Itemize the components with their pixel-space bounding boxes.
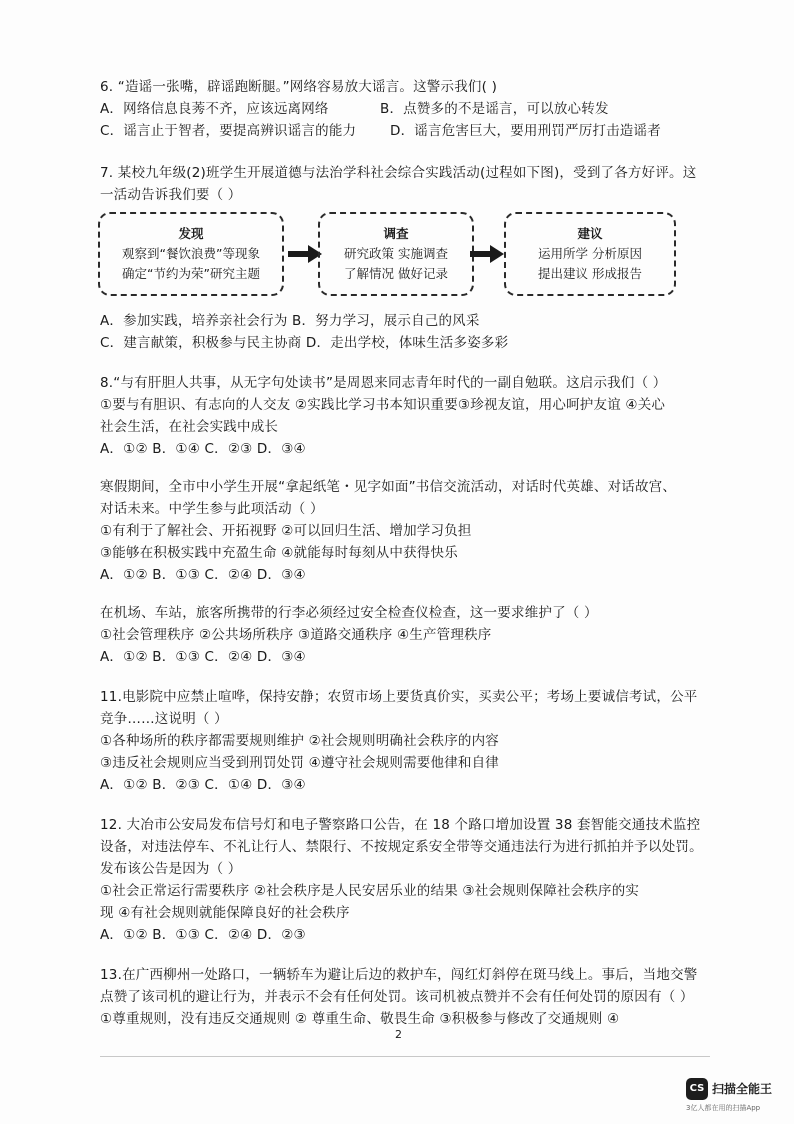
q11-stem-line1: 11.电影院中应禁止喧哗，保持安静；农贸市场上要货真价实，买卖公平；考场上要诚信考试，公平 — [100, 689, 698, 705]
q11-stem-line2: 竞争……这说明（ ） — [100, 711, 228, 727]
q8-options: A．①② B．①④ C．②③ D．③④ — [100, 441, 306, 457]
q8-stem: 8.“与有肝胆人共事，从无字句处读书”是周恩来同志青年时代的一副自勉联。这启示我们（ ） — [100, 375, 667, 391]
q7-options-row1: A．参加实践，培养亲社会行为 B．努力学习，展示自己的风采 — [100, 313, 480, 329]
q10-items: ①社会管理秩序 ②公共场所秩序 ③道路交通秩序 ④生产管理秩序 — [100, 627, 492, 643]
q12-stem-line2: 设备，对违法停车、不礼让行人、禁限行、不按规定系安全带等交通违法行为进行抓拍并予以处罚。 — [100, 839, 703, 855]
scanner-watermark-tagline: 3亿人都在用的扫描App — [686, 1104, 761, 1112]
q6-option-c: C．谣言止于智者，要提高辨识谣言的能力 — [100, 123, 357, 139]
flow-box-title: 建议 — [577, 226, 603, 241]
q6-option-a: A．网络信息良莠不齐，应该远离网络 — [100, 101, 329, 117]
q9-stem-line2: 对话未来。中学生参与此项活动（ ） — [100, 501, 324, 517]
flow-box-discover — [98, 212, 284, 296]
q11-items-line1: ①各种场所的秩序都需要规则维护 ②社会规则明确社会秩序的内容 — [100, 733, 499, 749]
q13-stem-line2: 点赞了该司机的避让行为，并表示不会有任何处罚。该司机被点赞并不会有任何处罚的原因有（ ） — [100, 989, 694, 1005]
arrow-right-icon — [288, 244, 322, 264]
q8-items-line2: 社会生活，在社会实践中成长 — [100, 419, 279, 435]
flow-box-title: 发现 — [178, 226, 204, 241]
page-divider — [100, 1056, 710, 1057]
flow-box-suggest — [504, 212, 676, 296]
q7-options-row2: C．建言献策，积极参与民主协商 D．走出学校，体味生活多姿多彩 — [100, 335, 509, 351]
q7-stem-line1: 7. 某校九年级(2)班学生开展道德与法治学科社会综合实践活动(过程如下图)，受到了各方好评。这 — [100, 165, 697, 181]
q6-option-d: D．谣言危害巨大，要用刑罚严厉打击造谣者 — [390, 123, 661, 139]
q9-stem-line1: 寒假期间，全市中小学生开展“拿起纸笔・见字如面”书信交流活动，对话时代英雄、对话故宫、 — [100, 479, 677, 495]
flow-box-line: 确定“节约为荣”研究主题 — [122, 266, 260, 281]
flow-box-investigate — [318, 212, 474, 296]
q7-process-diagram — [98, 212, 708, 300]
scanner-watermark-name: 扫描全能王 — [712, 1082, 773, 1096]
q9-items-line1: ①有利于了解社会、开拓视野 ②可以回归生活、增加学习负担 — [100, 523, 472, 539]
q9-options: A．①② B．①③ C．②④ D．③④ — [100, 567, 306, 583]
q6-stem: 6. “造谣一张嘴，辟谣跑断腿。”网络容易放大谣言。这警示我们( ) — [100, 79, 498, 95]
flow-box-line: 研究政策 实施调查 — [344, 246, 448, 261]
q7-stem-line2: 一活动告诉我们要（ ） — [100, 187, 242, 203]
arrow-right-icon — [470, 244, 504, 264]
q13-stem-line1: 13.在广西柳州一处路口，一辆轿车为避让后边的救护车，闯红灯斜停在斑马线上。事后，当地交警 — [100, 967, 698, 983]
flow-box-line: 运用所学 分析原因 — [538, 246, 642, 261]
q13-items-line1: ①尊重规则，没有违反交通规则 ② 尊重生命、敬畏生命 ③积极参与修改了交通规则 ④ — [100, 1011, 620, 1027]
q12-items-line2: 现 ④有社会规则就能保障良好的社会秩序 — [100, 905, 350, 921]
flow-box-line: 了解情况 做好记录 — [344, 266, 448, 281]
q12-stem-line3: 发布该公告是因为（ ） — [100, 861, 242, 877]
q6-option-b: B．点赞多的不是谣言，可以放心转发 — [380, 101, 609, 117]
page-number: 2 — [395, 1028, 402, 1041]
q12-items-line1: ①社会正常运行需要秩序 ②社会秩序是人民安居乐业的结果 ③社会规则保障社会秩序的实 — [100, 883, 640, 899]
q12-stem-line1: 12. 大冶市公安局发布信号灯和电子警察路口公告，在 18 个路口增加设置 38 套智能交通技术监控 — [100, 817, 701, 833]
flow-box-line: 观察到“餐饮浪费”等现象 — [122, 246, 260, 261]
q10-stem: 在机场、车站，旅客所携带的行李必须经过安全检查仪检查，这一要求维护了（ ） — [100, 605, 598, 621]
q9-items-line2: ③能够在积极实践中充盈生命 ④就能每时每刻从中获得快乐 — [100, 545, 458, 561]
q11-options: A．①② B．②③ C．①④ D．③④ — [100, 777, 306, 793]
q11-items-line2: ③违反社会规则应当受到刑罚处罚 ④遵守社会规则需要他律和自律 — [100, 755, 499, 771]
flow-box-line: 提出建议 形成报告 — [538, 266, 642, 281]
q10-options: A．①② B．①③ C．②④ D．③④ — [100, 649, 306, 665]
camscanner-logo-icon: CS — [686, 1078, 708, 1100]
flow-box-title: 调查 — [383, 226, 409, 241]
q6-options-row1 — [100, 100, 609, 118]
q12-options: A．①② B．①③ C．②④ D．②③ — [100, 927, 306, 943]
q8-items-line1: ①要与有胆识、有志向的人交友 ②实践比学习书本知识重要③珍视友谊，用心呵护友谊 ④关心 — [100, 397, 666, 413]
q6-options-row2 — [100, 122, 661, 140]
